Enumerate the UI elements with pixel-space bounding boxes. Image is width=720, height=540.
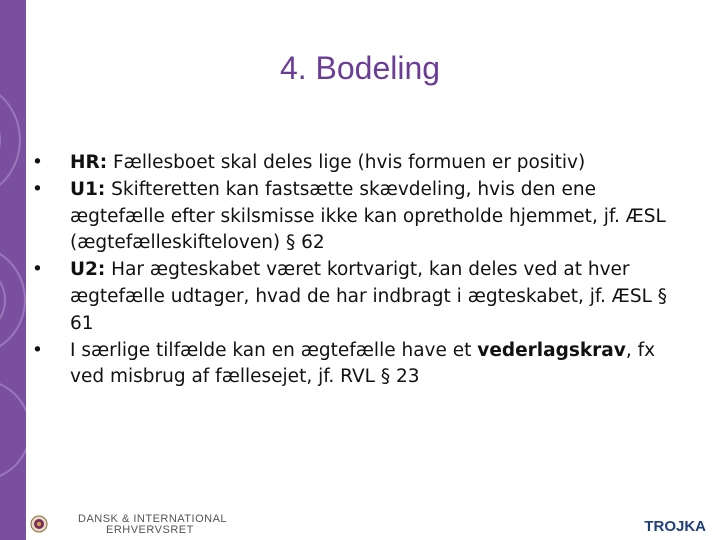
bullet-list bbox=[32, 150, 692, 391]
seal-logo-icon bbox=[30, 515, 48, 533]
bullet-text: Har ægteskabet været kortvarigt, kan deles ved at hver ægtefælle udtager, hvad de har indbragt i ægteskabet, jf. ÆSL § 61 bbox=[70, 259, 668, 334]
bullet-item-u2 bbox=[32, 257, 692, 337]
bullet-lead: HR: bbox=[70, 152, 108, 173]
bullet-item-hr bbox=[32, 150, 692, 177]
footer-brand: TROJKA bbox=[644, 518, 706, 535]
bullet-text: , fx ved misbrug af fællesejet, jf. RVL § 23 bbox=[70, 339, 656, 388]
bullet-text: I særlige tilfælde kan en ægtefælle have et bbox=[70, 339, 478, 361]
bullet-item-u1 bbox=[32, 177, 692, 257]
footer-org-name bbox=[78, 514, 227, 536]
bullet-lead: U1: bbox=[70, 178, 106, 200]
footer-org-line2: ERHVERVSRET bbox=[106, 524, 194, 536]
bullet-text: Skifteretten kan fastsætte skævdeling, hvis den ene ægtefælle efter skilsmisse ikke kan opretholde hjemmet, jf. ÆSL (ægtefælleskifteloven) § 62 bbox=[70, 178, 666, 254]
bullet-emphasis: vederlagskrav bbox=[477, 339, 626, 361]
bullet-marker: • bbox=[32, 259, 43, 281]
bullet-marker: • bbox=[32, 339, 43, 361]
bullet-item-vederlagskrav bbox=[32, 338, 692, 392]
bullet-lead: U2: bbox=[70, 259, 106, 281]
bullet-text: Fællesboet skal deles lige (hvis formuen er positiv) bbox=[107, 152, 586, 173]
decorative-side-band bbox=[0, 0, 26, 540]
footer-org-line1: DANSK & INTERNATIONAL bbox=[78, 513, 228, 525]
bullet-marker: • bbox=[32, 152, 43, 173]
slide-title: 4. Bodeling bbox=[279, 50, 441, 86]
bullet-marker: • bbox=[32, 178, 43, 200]
decorative-rings bbox=[0, 0, 26, 540]
